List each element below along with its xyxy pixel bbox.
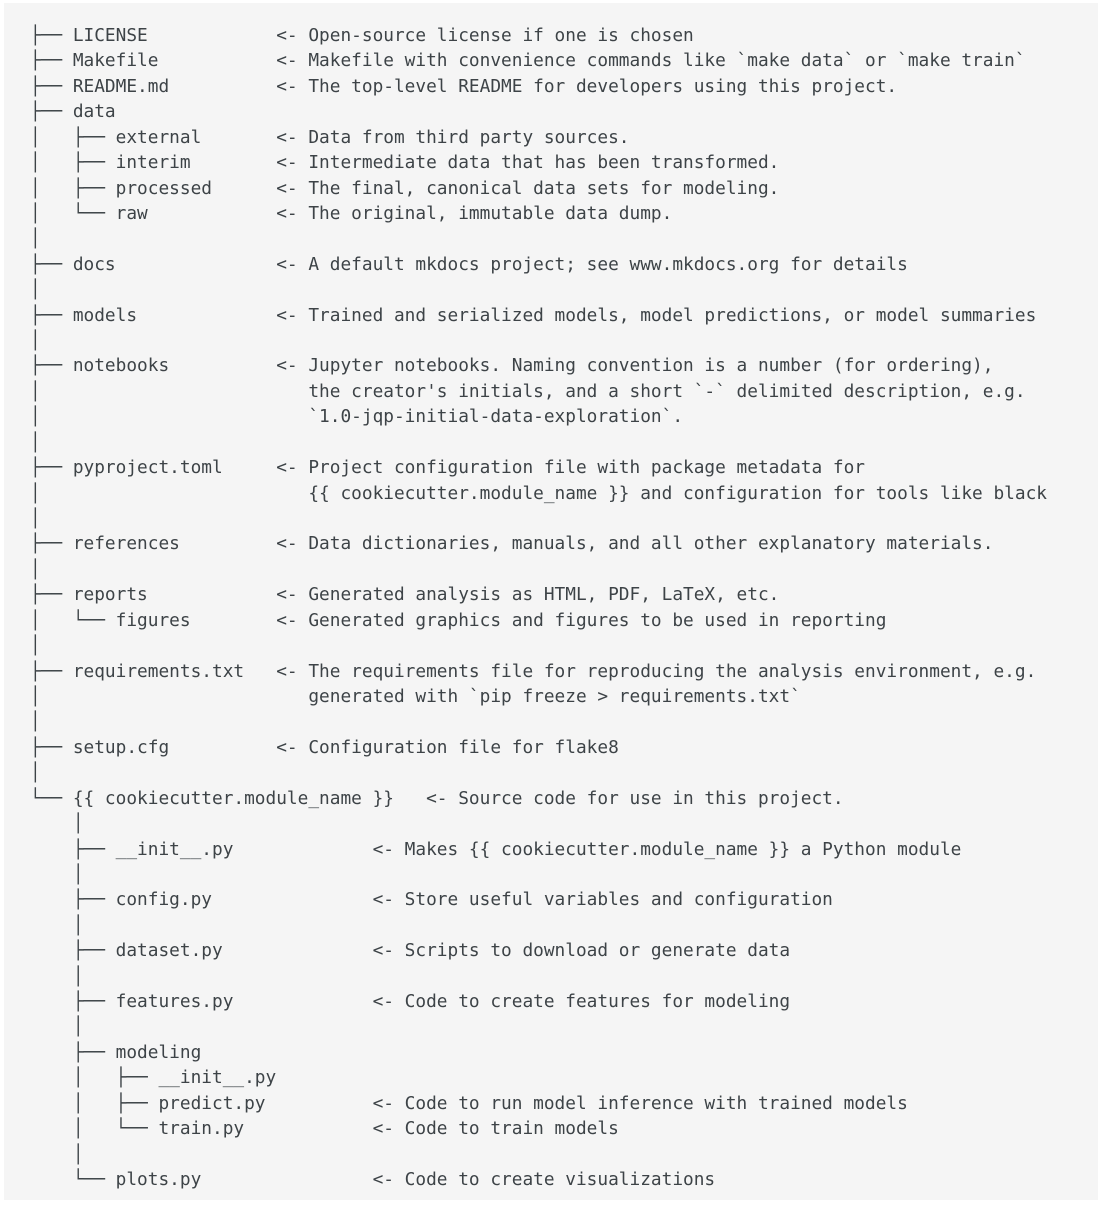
tree-line: │ `1.0-jqp-initial-data-exploration`. bbox=[30, 406, 684, 428]
tree-line: │ └── figures <- Generated graphics and figures to be used in reporting bbox=[30, 609, 887, 631]
tree-line: │ bbox=[30, 279, 41, 301]
tree-line: │ bbox=[30, 813, 84, 835]
tree-line: ├── modeling bbox=[30, 1041, 202, 1063]
tree-line: │ └── train.py <- Code to train models bbox=[30, 1118, 619, 1140]
tree-line: ├── LICENSE <- Open-source license if one is chosen bbox=[30, 25, 694, 46]
tree-line: │ bbox=[30, 508, 41, 530]
tree-line: │ bbox=[30, 431, 41, 453]
tree-line: │ bbox=[30, 228, 41, 250]
directory-tree bbox=[30, 23, 1098, 1192]
tree-line: │ {{ cookiecutter.module_name }} and configuration for tools like black bbox=[30, 482, 1047, 504]
tree-line: ├── __init__.py <- Makes {{ cookiecutter.module_name }} a Python module bbox=[30, 838, 962, 860]
tree-line: ├── config.py <- Store useful variables and configuration bbox=[30, 889, 833, 911]
tree-line: ├── Makefile <- Makefile with convenience commands like `make data` or `make train` bbox=[30, 50, 1026, 72]
tree-line: ├── requirements.txt <- The requirements file for reproducing the analysis environment, e.g. bbox=[30, 660, 1037, 682]
tree-line: │ ├── interim <- Intermediate data that has been transformed. bbox=[30, 152, 780, 174]
tree-line: ├── README.md <- The top-level README for developers using this project. bbox=[30, 75, 898, 97]
tree-line: │ ├── predict.py <- Code to run model inference with trained models bbox=[30, 1092, 908, 1114]
tree-line: └── plots.py <- Code to create visualizations bbox=[30, 1168, 716, 1190]
tree-line: │ bbox=[30, 1143, 84, 1165]
tree-line: ├── pyproject.toml <- Project configuration file with package metadata for bbox=[30, 457, 866, 479]
tree-line: │ bbox=[30, 635, 41, 657]
tree-line: │ bbox=[30, 965, 84, 987]
tree-line: │ ├── __init__.py bbox=[30, 1067, 277, 1089]
tree-line: │ the creator's initials, and a short `-` delimited description, e.g. bbox=[30, 380, 1026, 402]
tree-line: │ bbox=[30, 711, 41, 733]
tree-line: │ ├── processed <- The final, canonical data sets for modeling. bbox=[30, 177, 780, 199]
tree-line: ├── docs <- A default mkdocs project; see www.mkdocs.org for details bbox=[30, 253, 908, 275]
tree-line: │ bbox=[30, 330, 41, 352]
code-block bbox=[4, 3, 1098, 1200]
tree-line: ├── models <- Trained and serialized models, model predictions, or model summaries bbox=[30, 304, 1037, 326]
tree-line: └── {{ cookiecutter.module_name }} <- Source code for use in this project. bbox=[30, 787, 844, 809]
tree-line: │ bbox=[30, 558, 41, 580]
tree-line: │ bbox=[30, 863, 84, 885]
tree-line: ├── data bbox=[30, 101, 116, 123]
tree-line: │ bbox=[30, 1016, 84, 1038]
tree-line: ├── reports <- Generated analysis as HTML, PDF, LaTeX, etc. bbox=[30, 584, 780, 606]
tree-line: │ ├── external <- Data from third party sources. bbox=[30, 126, 630, 148]
tree-line: │ └── raw <- The original, immutable data dump. bbox=[30, 202, 673, 224]
tree-line: ├── references <- Data dictionaries, manuals, and all other explanatory materials. bbox=[30, 533, 994, 555]
tree-line: │ bbox=[30, 762, 41, 784]
tree-line: │ generated with `pip freeze > requirements.txt` bbox=[30, 685, 801, 707]
tree-line: │ bbox=[30, 914, 84, 936]
tree-line: ├── features.py <- Code to create features for modeling bbox=[30, 991, 791, 1013]
tree-line: ├── setup.cfg <- Configuration file for flake8 bbox=[30, 736, 619, 758]
tree-line: ├── notebooks <- Jupyter notebooks. Naming convention is a number (for ordering), bbox=[30, 355, 994, 377]
tree-line: ├── dataset.py <- Scripts to download or generate data bbox=[30, 940, 791, 962]
